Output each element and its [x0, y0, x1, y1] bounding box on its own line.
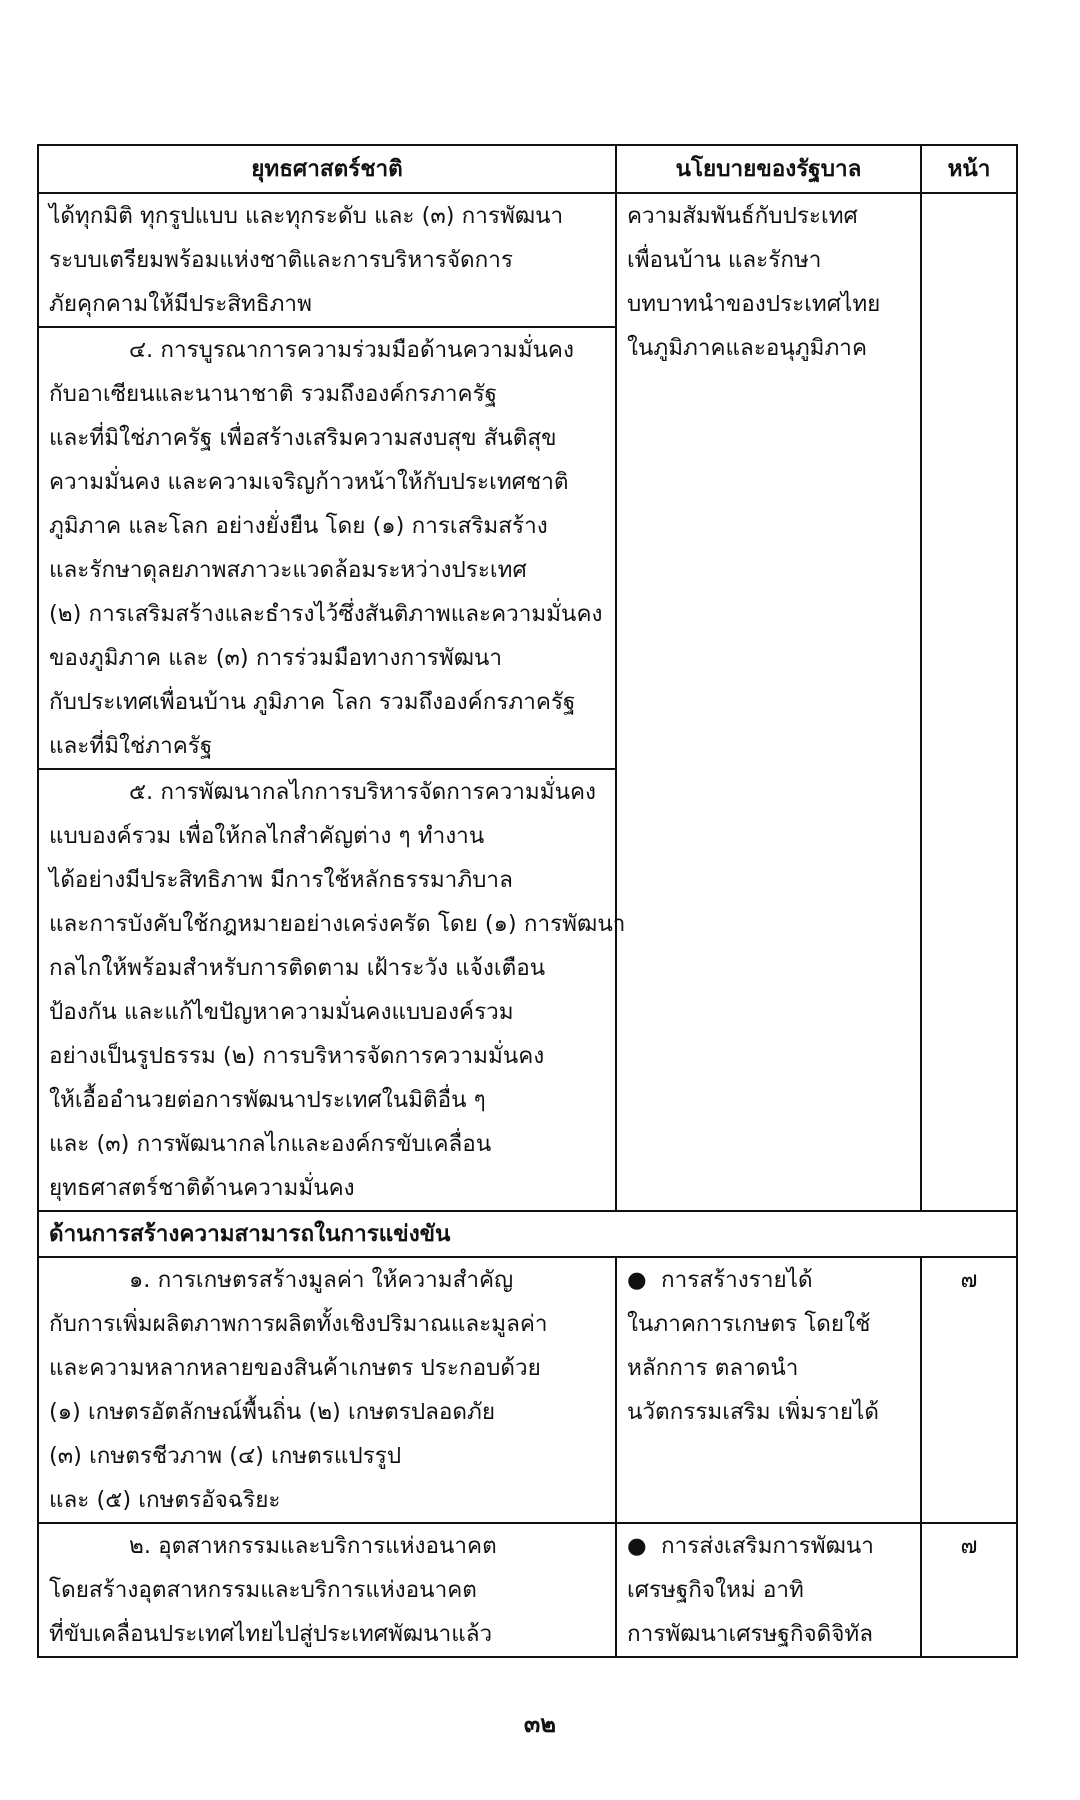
- policy-line: [627, 1258, 910, 1302]
- strategy-line: ๕. การพัฒนากลไกการบริหารจัดการความมั่นคง: [129, 779, 596, 805]
- policy-line: ในภูมิภาคและอนุภูมิภาค: [627, 335, 867, 361]
- strategy-line: (๒) การเสริมสร้างและธำรงไว้ซึ่งสันติภาพและความมั่นคง: [49, 601, 603, 627]
- strategy-line: อย่างเป็นรูปธรรม (๒) การบริหารจัดการความมั่นคง: [49, 1043, 545, 1069]
- strategy-line: โดยสร้างอุตสาหกรรมและบริการแห่งอนาคต: [49, 1577, 477, 1603]
- page-cell: ๗: [921, 1257, 1017, 1523]
- policy-line: เพื่อนบ้าน และรักษา: [627, 247, 822, 273]
- policy-cell: [616, 1523, 921, 1657]
- strategy-cell: [38, 769, 626, 1211]
- strategy-line: ๑. การเกษตรสร้างมูลค่า ให้ความสำคัญ: [129, 1267, 514, 1293]
- strategy-line: กลไกให้พร้อมสำหรับการติดตาม เฝ้าระวัง แจ้งเตือน: [49, 955, 546, 981]
- strategy-line: ภูมิภาค และโลก อย่างยั่งยืน โดย (๑) การเสริมสร้าง: [49, 513, 548, 539]
- table-row: [38, 193, 1017, 327]
- strategy-line: กับอาเซียนและนานาชาติ รวมถึงองค์กรภาครัฐ: [49, 381, 498, 407]
- bullet-icon: ●: [627, 1533, 647, 1559]
- strategy-line: ให้เอื้ออำนวยต่อการพัฒนาประเทศในมิติอื่น ๆ: [49, 1087, 486, 1113]
- strategy-cell: [38, 1523, 616, 1657]
- policy-line: นวัตกรรมเสริม เพิ่มรายได้: [627, 1399, 879, 1425]
- strategy-line: และที่มิใช่ภาครัฐ: [49, 733, 213, 759]
- bullet-icon: ●: [627, 1267, 647, 1293]
- strategy-line: ป้องกัน และแก้ไขปัญหาความมั่นคงแบบองค์รวม: [49, 999, 514, 1025]
- strategy-cell: [38, 327, 616, 769]
- strategy-line: และ (๕) เกษตรอัจฉริยะ: [49, 1487, 281, 1513]
- policy-line: [627, 1524, 910, 1568]
- strategy-line: ความมั่นคง และความเจริญก้าวหน้าให้กับประเทศชาติ: [49, 469, 569, 495]
- header-page: หน้า: [921, 145, 1017, 193]
- policy-line: เศรษฐกิจใหม่ อาทิ: [627, 1577, 804, 1603]
- strategy-line: (๓) เกษตรชีวภาพ (๔) เกษตรแปรรูป: [49, 1443, 402, 1469]
- policy-line-text: การส่งเสริมการพัฒนา: [661, 1533, 874, 1559]
- policy-line: บทบาทนำของประเทศไทย: [627, 291, 881, 317]
- strategy-line: และ (๓) การพัฒนากลไกและองค์กรขับเคลื่อน: [49, 1131, 492, 1157]
- strategy-line: แบบองค์รวม เพื่อให้กลไกสำคัญต่าง ๆ ทำงาน: [49, 823, 485, 849]
- header-strategy: ยุทธศาสตร์ชาติ: [38, 145, 616, 193]
- strategy-line: กับการเพิ่มผลิตภาพการผลิตทั้งเชิงปริมาณและมูลค่า: [49, 1311, 548, 1337]
- strategy-line: ยุทธศาสตร์ชาติด้านความมั่นคง: [49, 1175, 355, 1201]
- strategy-policy-table: [37, 144, 1018, 1658]
- policy-line: การพัฒนาเศรษฐกิจดิจิทัล: [627, 1621, 874, 1647]
- strategy-line: ภัยคุกคามให้มีประสิทธิภาพ: [49, 291, 312, 317]
- table-row: [38, 1523, 1017, 1657]
- table-header-row: [38, 145, 1017, 193]
- page-cell: ๗: [921, 1523, 1017, 1657]
- section-heading: ด้านการสร้างความสามารถในการแข่งขัน: [38, 1211, 1017, 1257]
- section-heading-row: [38, 1211, 1017, 1257]
- strategy-line: ของภูมิภาค และ (๓) การร่วมมือทางการพัฒนา: [49, 645, 503, 671]
- strategy-line: ที่ขับเคลื่อนประเทศไทยไปสู่ประเทศพัฒนาแล้ว: [49, 1621, 493, 1647]
- policy-line-text: การสร้างรายได้: [661, 1267, 813, 1293]
- strategy-line: และความหลากหลายของสินค้าเกษตร ประกอบด้วย: [49, 1355, 541, 1381]
- policy-line: ในภาคการเกษตร โดยใช้: [627, 1311, 871, 1337]
- page-cell: [921, 193, 1017, 1211]
- strategy-line: ๒. อุตสาหกรรมและบริการแห่งอนาคต: [129, 1533, 497, 1559]
- strategy-line: และรักษาดุลยภาพสภาวะแวดล้อมระหว่างประเทศ: [49, 557, 527, 583]
- strategy-line: (๑) เกษตรอัตลักษณ์พื้นถิ่น (๒) เกษตรปลอดภัย: [49, 1399, 496, 1425]
- strategy-line: กับประเทศเพื่อนบ้าน ภูมิภาค โลก รวมถึงองค์กรภาครัฐ: [49, 689, 576, 715]
- policy-cell: [616, 1257, 921, 1523]
- strategy-cell: [38, 1257, 616, 1523]
- strategy-line: ระบบเตรียมพร้อมแห่งชาติและการบริหารจัดการ: [49, 247, 514, 273]
- page-number: ๓๒: [523, 1710, 557, 1738]
- policy-line: ความสัมพันธ์กับประเทศ: [627, 203, 858, 229]
- policy-line: หลักการ ตลาดนำ: [627, 1355, 799, 1381]
- strategy-line: ๔. การบูรณาการความร่วมมือด้านความมั่นคง: [129, 337, 574, 363]
- strategy-cell: [38, 193, 616, 327]
- strategy-line: ได้อย่างมีประสิทธิภาพ มีการใช้หลักธรรมาภิบาล: [49, 867, 513, 893]
- header-policy: นโยบายของรัฐบาล: [616, 145, 921, 193]
- strategy-line: ได้ทุกมิติ ทุกรูปแบบ และทุกระดับ และ (๓) การพัฒนา: [49, 203, 564, 229]
- strategy-line: และการบังคับใช้กฎหมายอย่างเคร่งครัด โดย (๑) การพัฒนา: [49, 911, 626, 937]
- table-row: [38, 1257, 1017, 1523]
- policy-cell: [616, 193, 921, 1211]
- strategy-line: และที่มิใช่ภาครัฐ เพื่อสร้างเสริมความสงบสุข สันติสุข: [49, 425, 557, 451]
